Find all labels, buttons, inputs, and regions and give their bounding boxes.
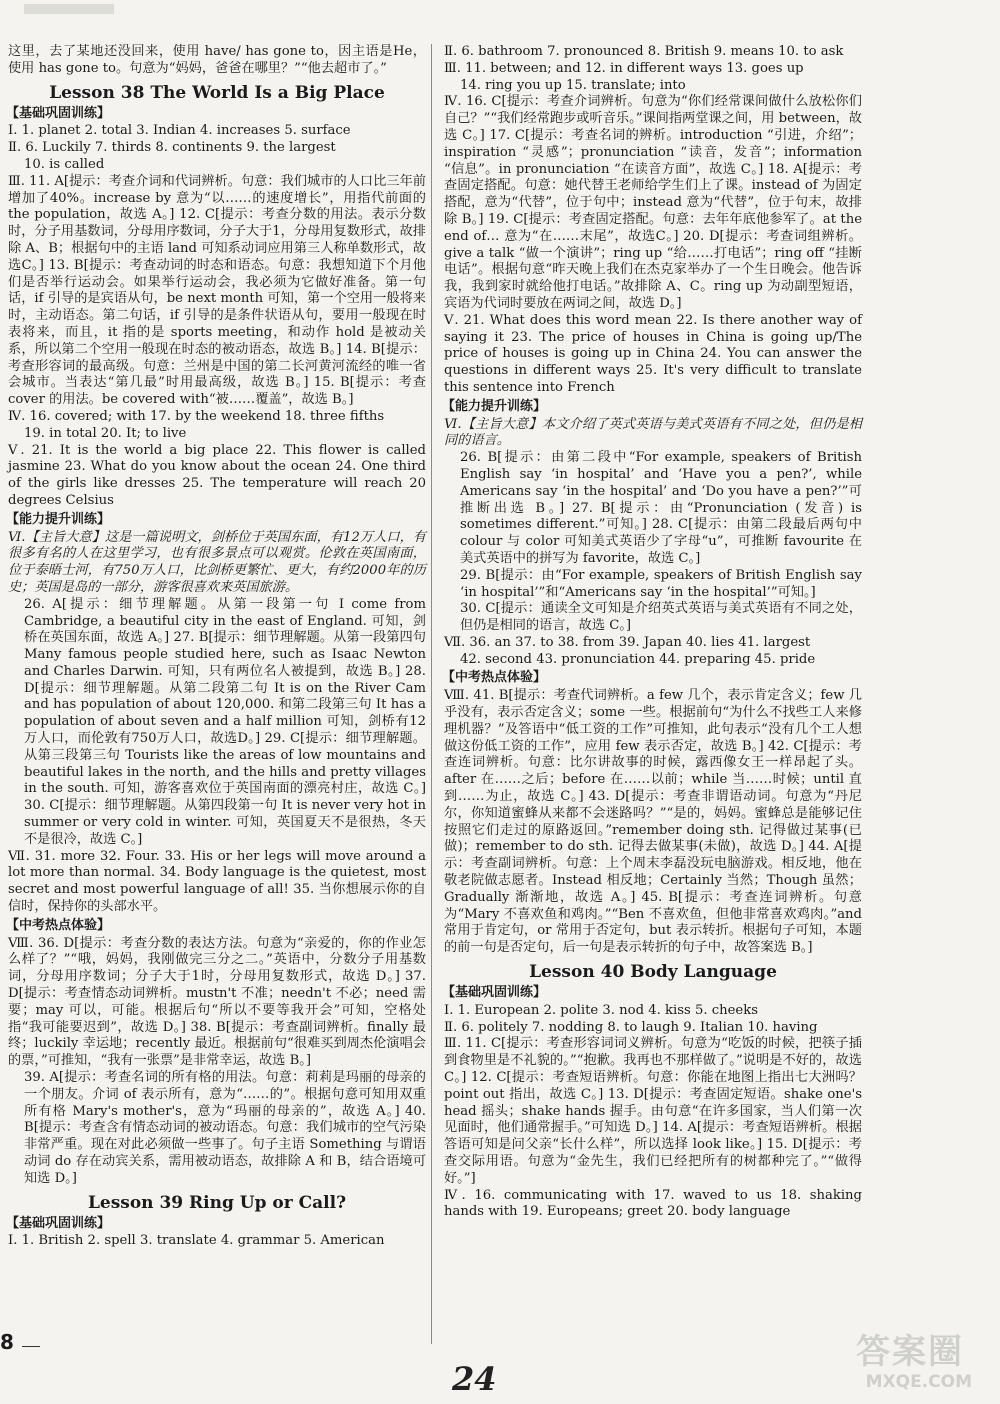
lesson-heading: Lesson 40 Body Language — [529, 962, 777, 983]
answer-paragraph: 19. in total 20. It; to live — [24, 425, 187, 441]
handwritten-number: 24 — [452, 1360, 497, 1398]
right-column — [444, 44, 862, 1221]
page-number-rule — [22, 1346, 40, 1347]
answer-paragraph: Ⅱ. 6. Luckily 7. thirds 8. continents 9. the largest — [8, 140, 336, 156]
section-label: 【基础巩固训练】 — [442, 985, 547, 1001]
answer-paragraph: Ⅵ.【主旨大意】这是一篇说明文，剑桥位于英国东面，有12万人口，有很多有名的人在这里学习，也有很多景点可以观赏。伦敦在英国南面，位于泰晤士河，有750万人口，比剑桥更繁忙、更大，有约2000年的历史；英国是岛的一部分，游客很喜欢来英国旅游。 — [8, 529, 426, 595]
answer-paragraph: 42. second 43. pronunciation 44. preparing 45. pride — [460, 651, 816, 667]
answer-paragraph: 26. A[提示：细节理解题。从第一段第一句 I come from Cambridge, a beautiful city in the east of England. 可知，剑桥在英国东面，故选 A。] 27. B[提示：细节理解题。从第一段第四句 Many famous people studied here, such as Isaac Newton and Charles Darwin. 可知，只有两位名人被提到，故选 B。] 28. D[提示：细节理解题。从第二段第二句 It is on the River Cam and has population of about 120,000. 和第二段第三句 It has a population of about seven and a half million 可知，剑桥有12万人口，而伦敦有750万人口，故选D。] 29. C[提示：细节理解题。从第三段第三句 Tourists like the areas of low mountains and beautiful lakes in the north, and the hills and pretty villages in the south. 可知，游客喜欢位于英国南面的漂亮村庄，故选 C。] 30. C[提示：细节理解题。从第四段第一句 It is never very hot in summer or very cold in winter. 可知，英国夏天不是很热，冬天不是很冷，故选 C。] — [24, 596, 426, 847]
answer-paragraph: Ⅴ. 21. What does this word mean 22. Is there another way of saying it 23. The price of houses in China is going up/The price of houses is going up in China 24. You can answer the questions in different ways 25. It's very difficult to translate this sentence into French — [444, 312, 862, 395]
answer-paragraph: 14. ring you up 15. translate; into — [460, 77, 686, 93]
answer-paragraph: Ⅵ.【主旨大意】本文介绍了英式英语与美式英语有不同之处，但仍是相同的语言。 — [444, 416, 862, 449]
answer-paragraph: 39. A[提示：考查名词的所有格的用法。句意：莉莉是玛丽的母亲的一个朋友。介词 of 表示所有，意为“……的”。根据句意可知用双重所有格 Mary's mother's，意为“玛丽的母亲的”，故选 A。] 40. B[提示：考查含有情态动词的被动语态。句意：我们城市的空气污染非常严重。现在对此必须做一些事了。句子主语 Something 与谓语动词 do 存在动宾关系，需用被动语态，故排除 A 和 B，结合语境可知选 D。] — [24, 1070, 426, 1186]
answer-paragraph: Ⅱ. 6. politely 7. nodding 8. to laugh 9. Italian 10. having — [444, 1019, 818, 1035]
answer-paragraph: Ⅷ. 41. B[提示：考查代词辨析。a few 几个，表示肯定含义；few 几乎没有，表示否定含义；some 一些。根据前句“为什么不找些工人来修理机器？”及答语中“低工资的工作”可推知，此句表示“没有几个工人想做这份低工资的工作”，应用 few 表示否定，故选 B。] 42. C[提示：考查连词辨析。句意：比尔讲故事的时候，露西像女王一样昂起了头。after 在……之后；before 在……以前；while 当……时候；until 直到……为止，故选 C。] 43. D[提示：考查非谓语动词。句意为“丹尼尔，你知道蜜蜂从来都不会迷路吗？”“是的，妈妈。蜜蜂总是能够记住按照它们走过的原路返回。”remember doing sth. 记得做过某事(已做)；remember to do sth. 记得去做某事(未做)，故选 D。] 44. A[提示：考查副词辨析。句意：上个周末李磊没玩电脑游戏。相反地，他在敬老院做志愿者。Instead 相反地；Certainly 当然；Though 虽然；Gradually 渐渐地，故选 A。] 45. B[提示：考查连词辨析。句意为“Mary 不喜欢鱼和鸡肉。”“Ben 不喜欢鱼，但他非常喜欢鸡肉。”and 常用于肯定句，or 常用于否定句，but 表示转折。根据句子可知，本题的前一句是否定句，后一句是表示转折的句子中，故答案选 B。] — [444, 688, 862, 956]
answer-paragraph: 29. B[提示：由“For example, speakers of British English say ‘in hospital’”和“Americans say ‘in the hospital’”可知。] — [460, 567, 862, 600]
section-label: 【能力提升训练】 — [442, 398, 547, 414]
answer-paragraph: Ⅱ. 6. bathroom 7. pronounced 8. British 9. means 10. to ask — [444, 44, 844, 59]
column-divider — [431, 44, 432, 1344]
section-label: 【基础巩固训练】 — [6, 105, 111, 121]
answer-paragraph: Ⅲ. 11. A[提示：考查介词和代词辨析。句意：我们城市的人口比三年前增加了40%。increase by 意为“以……的速度增长”，用指代前面的 the population，故选 A。] 12. C[提示：考查分数的用法。表示分数时，分子用基数词，分母用序数词，分子大于1，分母用复数形式，故排除 A、B；根据句中的主语 land 可知系动词应用第三人称单数形式，故选C。] 13. B[提示：考查动词的时态和语态。句意：我想知道下个月他们是否举行运动会。如果举行运动会，我必须为它做好准备。第一句话，if 引导的是宾语从句，be next month 可知，第一个空用一般将来时，主动语态。第二句话，if 引导的是条件状语从句，要用一般现在时表将来，而且，it 指的是 sports meeting，和动作 hold 是被动关系，所以第二个空用一般现在时态的被动语态，故选 B。] 14. B[提示：考查形容词的最高级。句意：兰州是中国的第二长河黄河流经的唯一省会城市。当表达“第几最”时用最高级，故选 B。] 15. B[提示：考查 cover 的用法。be covered with“被……覆盖”，故选 B。] — [8, 173, 426, 408]
answer-paragraph: Ⅳ. 16. C[提示：考查介词辨析。句意为“你们经常课间做什么放松你们自己？”“我们经常跑步或听音乐。”课间指两堂课之间，用 between，故选 C。] 17. C[提示：考查名词的辨析。introduction “引进，介绍”；inspiration “灵感”；pronunciation “读音，发音”；information “信息”。in pronunciation “在读音方面”，故选 C。] 18. A[提示：考查固定搭配。句意：她代替王老师给学生们上了课。instead of 为固定搭配，意为“代替”，位于句中；instead 意为“代替”，位于句末，故排除 B。] 19. C[提示：考查固定搭配。句意：去年年底他参军了。at the end of… 意为“在……末尾”，故选C。] 20. D[提示：考查词组辨析。give a talk “做一个演讲”；ring up “给……打电话”；ring off “挂断电话”。根据句意“昨天晚上我们在杰克家举办了一个生日晚会。他告诉我，我到家时就给他打电话。”故排除 A、C。ring up 为动副型短语，宾语为代词时要放在两词之间，故选 D。] — [444, 94, 862, 311]
answer-paragraph: Ⅶ. 31. more 32. Four. 33. His or her legs will move around a lot more than normal. 34. Body language is the quietest, most secret and most powerful language of all! 35. 当你想展示你的自信时，保持你的头部水平。 — [8, 848, 426, 915]
answer-paragraph: Ⅷ. 36. D[提示：考查分数的表达方法。句意为“亲爱的，你的作业怎么样了？”“哦，妈妈，我刚做完三分之二。”英语中，分数分子用基数词，分母用序数词；分子大于1时，分母用复数形式，故选 D。] 37. D[提示：考查情态动词辨析。mustn't 不准；needn't 不必；need 需要；may 可以，可能。根据后句“所以不要等我开会”可知，空格处指“我可能要迟到”，故选 D。] 38. B[提示：考查副词辨析。finally 最终；luckily 幸运地；recently 最近。根据前句“很难买到周杰伦演唱会的票，”可推知，“我有一张票”是非常幸运，故选 B。] — [8, 935, 426, 1069]
watermark-text: 答案圈 — [856, 1332, 964, 1372]
answer-paragraph: Ⅲ. 11. between; and 12. in different ways 13. goes up — [444, 60, 804, 76]
left-column — [8, 44, 426, 1250]
lesson-heading: Lesson 38 The World Is a Big Place — [49, 82, 385, 103]
section-label: 【中考热点体验】 — [442, 670, 547, 686]
watermark-url: MXQE.COM — [865, 1372, 972, 1392]
answer-paragraph: 10. is called — [24, 156, 105, 172]
answer-paragraph: Ⅳ. 16. communicating with 17. waved to us 18. shaking hands with 19. Europeans; greet 20. body language — [444, 1187, 862, 1220]
answer-paragraph: Ⅶ. 36. an 37. to 38. from 39. Japan 40. lies 41. largest — [444, 634, 811, 650]
watermark-logo — [796, 1324, 986, 1394]
answer-paragraph: 26. B[提示：由第二段中“For example, speakers of British English say ‘in hospital’ and ‘Have you a pen?’, while Americans say ‘in the hospital’ and ‘Do you have a pen?’”可推断出选 B。] 27. B[提示：由“Pronunciation (发音) is sometimes different.”可知。] 28. C[提示：由第二段最后两句中 colour 与 color 可知美式英语少了字母“u”，可推断 favourite 在美式英语中的拼写为 favorite，故选 C。] — [460, 450, 862, 566]
lesson-heading: Lesson 39 Ring Up or Call? — [87, 1192, 347, 1213]
answer-paragraph: 这里，去了某地还没回来，使用 have/ has gone to，因主语是He，使用 has gone to。句意为“妈妈，爸爸在哪里？”“他去超市了。” — [8, 44, 426, 76]
section-label: 【中考热点体验】 — [6, 917, 111, 933]
scan-mark — [24, 4, 114, 14]
answer-paragraph: Ⅰ. 1. European 2. polite 3. nod 4. kiss 5. cheeks — [444, 1002, 758, 1018]
section-label: 【基础巩固训练】 — [6, 1215, 111, 1231]
section-label: 【能力提升训练】 — [6, 511, 111, 527]
answer-paragraph: 30. C[提示：通读全文可知是介绍英式英语与美式英语有不同之处，但仍是相同的语言，故选 C。] — [460, 601, 862, 634]
page-number: 8 — [0, 1330, 14, 1354]
answer-paragraph: Ⅰ. 1. planet 2. total 3. Indian 4. increases 5. surface — [8, 123, 351, 139]
answer-paragraph: Ⅰ. 1. British 2. spell 3. translate 4. grammar 5. American — [8, 1233, 385, 1249]
answer-paragraph: Ⅳ. 16. covered; with 17. by the weekend 18. three fifths — [8, 408, 385, 424]
answer-paragraph: Ⅴ. 21. It is the world a big place 22. This flower is called jasmine 23. What do you know about the ocean 24. One third of the girls like dresses 25. The temperature will reach 20 degrees Celsius — [8, 442, 426, 508]
answer-paragraph: Ⅲ. 11. C[提示：考查形容词词义辨析。句意为“吃饭的时候，把筷子插到食物里是不礼貌的。”“抱歉。我再也不那样做了。”说明是不好的，故选 C。] 12. C[提示：考查短语辨析。句意：你能在地图上指出七大洲吗？point out 指出，故选 C。] 13. D[提示：考查固定短语。shake one's head 摇头；shake hands 握手。由句意“在许多国家，当人们第一次见面时，他们通常握手。”可知选 D。] 14. A[提示：考查短语辨析。根据答语可知是问父亲“长什么样”，所以选择 look like。] 15. D[提示：考查交际用语。句意为“金先生，我们已经把所有的树都种完了。”“做得好。”] — [444, 1036, 862, 1186]
